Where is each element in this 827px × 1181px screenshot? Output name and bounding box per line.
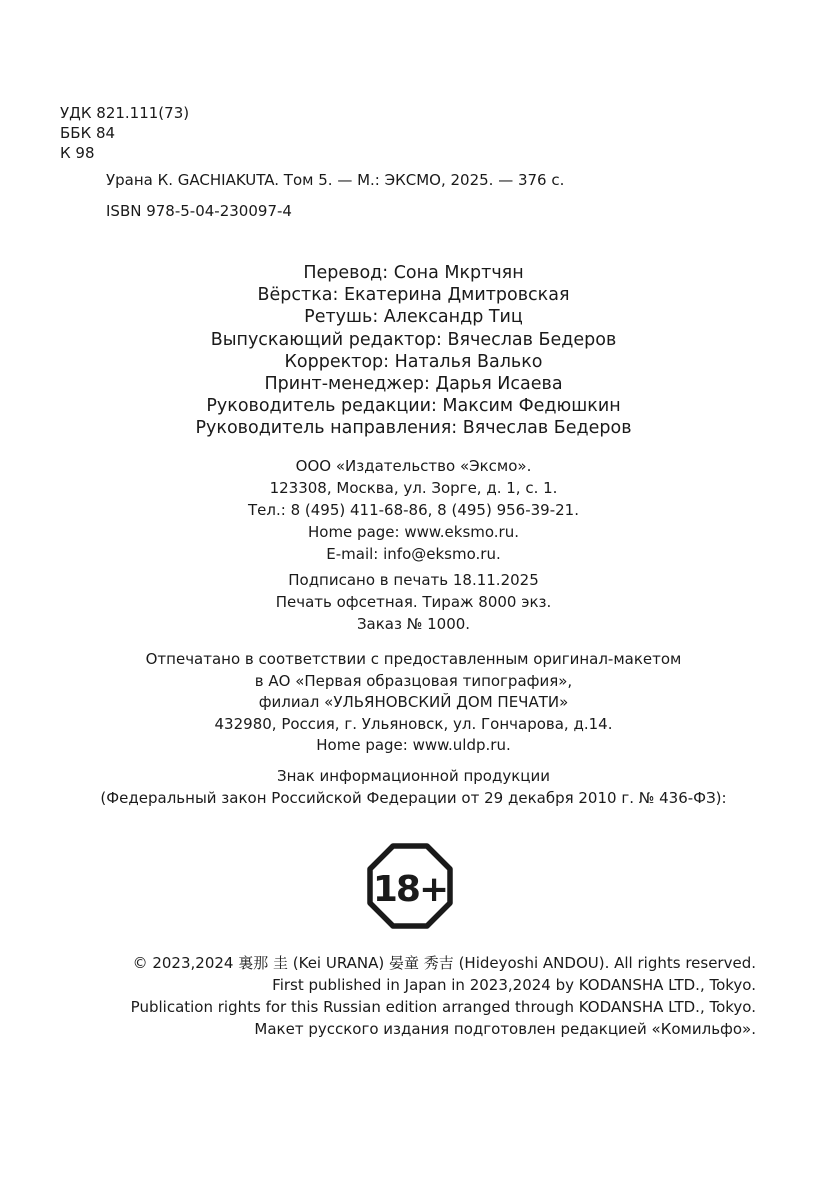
publisher-line: ООО «Издательство «Эксмо». xyxy=(295,457,532,475)
isbn: ISBN 978-5-04-230097-4 xyxy=(106,202,292,220)
credits-block xyxy=(0,262,827,440)
printer-line: 432980, Россия, г. Ульяновск, ул. Гончарова, д.14. xyxy=(214,714,613,733)
author-mark: К 98 xyxy=(60,144,95,162)
age-rating-18-plus-icon xyxy=(367,843,453,929)
age-rating-label: 18+ xyxy=(372,869,448,910)
rights-line: Макет русского издания подготовлен редакцией «Комильфо». xyxy=(254,1020,756,1038)
bbk-code: ББК 84 xyxy=(60,124,116,142)
credit-line: Корректор: Наталья Валько xyxy=(284,351,543,372)
printer-line: филиал «УЛЬЯНОВСКИЙ ДОМ ПЕЧАТИ» xyxy=(258,693,569,711)
credit-line: Выпускающий редактор: Вячеслав Бедеров xyxy=(210,329,617,350)
printer-line: в АО «Первая образцовая типография», xyxy=(254,671,573,690)
printer-block xyxy=(0,649,827,757)
print-info-block xyxy=(0,569,827,635)
rights-line: © 2023,2024 裏那 圭 (Kei URANA) 晏童 秀吉 (Hideyoshi ANDOU). All rights reserved. xyxy=(132,954,756,972)
printer-line: Отпечатано в соответствии с предоставленным оригинал-макетом xyxy=(145,650,682,668)
info-mark-block xyxy=(0,765,827,809)
info-mark-line: Знак информационной продукции xyxy=(277,767,550,785)
publisher-line: E-mail: info@eksmo.ru. xyxy=(326,545,501,563)
credit-line: Вёрстка: Екатерина Дмитровская xyxy=(257,285,570,306)
print-info-line: Подписано в печать 18.11.2025 xyxy=(288,571,539,589)
bibliographic-citation: Урана К. GACHIAKUTA. Том 5. — М.: ЭКСМО, 2025. — 376 с. xyxy=(106,171,565,189)
credit-line: Ретушь: Александр Тиц xyxy=(304,307,523,328)
rights-line: Publication rights for this Russian edition arranged through KODANSHA LTD., Tokyo. xyxy=(130,998,756,1016)
print-info-line: Печать офсетная. Тираж 8000 экз. xyxy=(275,593,552,611)
print-info-line: Заказ № 1000. xyxy=(356,615,471,633)
credit-line: Руководитель редакции: Максим Федюшкин xyxy=(206,396,621,417)
rights-line: First published in Japan in 2023,2024 by KODANSHA LTD., Tokyo. xyxy=(272,976,756,994)
publisher-block xyxy=(0,455,827,565)
publisher-line: Тел.: 8 (495) 411-68-86, 8 (495) 956-39-21. xyxy=(248,501,579,519)
rights-block xyxy=(131,952,756,1040)
credit-line: Руководитель направления: Вячеслав Бедеров xyxy=(195,418,632,439)
credit-line: Перевод: Сона Мкртчян xyxy=(303,263,524,283)
udk-code: УДК 821.111(73) xyxy=(60,104,190,122)
publisher-line: 123308, Москва, ул. Зорге, д. 1, с. 1. xyxy=(269,479,558,497)
info-mark-line: (Федеральный закон Российской Федерации от 29 декабря 2010 г. № 436-ФЗ): xyxy=(100,789,727,807)
credit-line: Принт-менеджер: Дарья Исаева xyxy=(264,374,563,395)
publisher-line: Home page: www.eksmo.ru. xyxy=(307,523,519,541)
printer-line: Home page: www.uldp.ru. xyxy=(316,736,511,754)
